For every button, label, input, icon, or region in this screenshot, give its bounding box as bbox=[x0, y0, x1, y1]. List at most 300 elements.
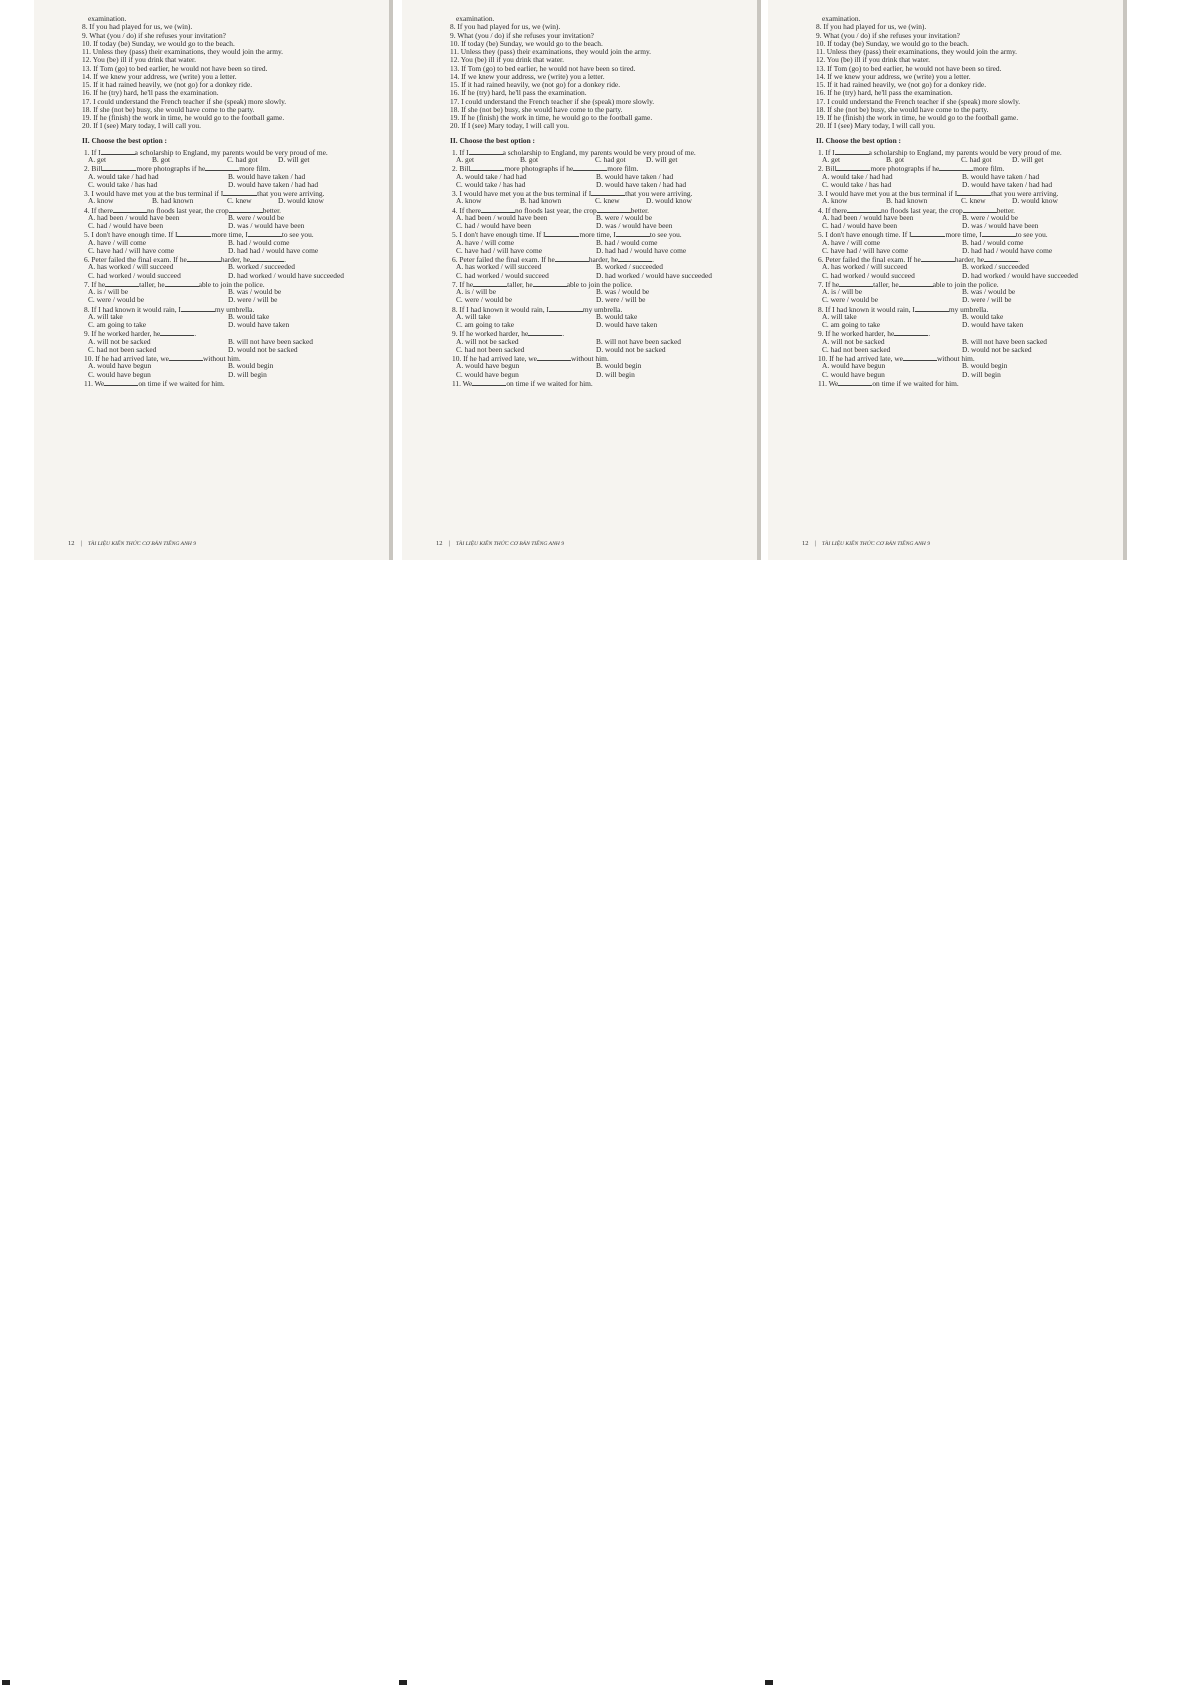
answer-option: C. were / would be bbox=[822, 295, 879, 305]
question-text: 3. I would have met you at the bus terminal if I bbox=[84, 189, 224, 198]
answer-option: B. had / would come bbox=[228, 237, 290, 247]
exercise-sentence: 17. I could understand the French teacher if she (speak) more slowly. bbox=[82, 96, 287, 106]
exercise-sentence: 12. You (be) ill if you drink that water. bbox=[816, 55, 930, 65]
answer-option: D. were / will be bbox=[962, 295, 1012, 305]
question-text: on time if we waited for him. bbox=[872, 378, 959, 388]
answer-blank bbox=[555, 255, 589, 262]
question-text: 9. If he worked harder, he bbox=[452, 329, 529, 339]
question-text: 7. If he bbox=[818, 279, 840, 289]
answer-option: D. was / would have been bbox=[962, 221, 1039, 230]
exercise-sentence: 15. If it had rained heavily, we (not go) for a donkey ride. bbox=[82, 80, 253, 89]
answer-option: A. will not be sacked bbox=[88, 336, 151, 346]
options-row bbox=[816, 181, 1109, 189]
answer-option: B. would have taken / had bbox=[962, 171, 1040, 181]
question-text: 3. I would have met you at the bus terminal if I bbox=[818, 189, 958, 198]
answer-blank bbox=[839, 280, 873, 287]
answer-option: D. will get bbox=[278, 155, 310, 164]
answer-blank bbox=[984, 255, 1018, 262]
answer-option: C. had / would have been bbox=[822, 221, 898, 230]
answer-blank bbox=[836, 164, 870, 171]
answer-blank bbox=[597, 206, 631, 213]
question-text: 1. If I bbox=[84, 147, 101, 157]
question-text: no floods last year, the crop bbox=[880, 205, 963, 215]
answer-option: D. had had / would have come bbox=[962, 245, 1053, 255]
answer-blank bbox=[165, 280, 199, 287]
exercise-sentence: 10. If today (be) Sunday, we would go to the beach. bbox=[816, 38, 969, 48]
exercise-sentence: 15. If it had rained heavily, we (not go) for a donkey ride. bbox=[816, 80, 987, 89]
question-text: more time, I bbox=[945, 230, 982, 240]
answer-blank bbox=[899, 280, 933, 287]
answer-option: A. will take bbox=[456, 311, 491, 321]
answer-option: B. will not have been sacked bbox=[596, 336, 681, 346]
question-text: 9. If he worked harder, he bbox=[818, 329, 895, 339]
document-page bbox=[34, 0, 389, 560]
answer-blank bbox=[472, 379, 506, 386]
question-text: 4. If there bbox=[452, 205, 481, 215]
question-text: a scholarship to England, my parents would be very proud of me. bbox=[868, 147, 1062, 157]
answer-option: D. would have taken / had had bbox=[962, 179, 1053, 189]
answer-option: A. have / will come bbox=[456, 237, 515, 247]
question-text: 3. I would have met you at the bus terminal if I bbox=[452, 189, 592, 198]
answer-blank bbox=[160, 329, 197, 339]
answer-blank bbox=[205, 164, 239, 171]
options-row bbox=[82, 321, 375, 329]
question-text: 8. If I had known it would rain, I bbox=[84, 304, 181, 314]
answer-option: D. would not be sacked bbox=[228, 344, 298, 354]
answer-option: D. will begin bbox=[962, 369, 1001, 379]
answer-option: C. were / would be bbox=[88, 295, 145, 305]
answer-option: D. was / would have been bbox=[596, 221, 673, 230]
page-bottom-mark bbox=[399, 1680, 407, 1685]
options-row bbox=[450, 272, 743, 280]
answer-option: C. would take / has had bbox=[88, 179, 158, 189]
answer-option: D. had worked / would have succeeded bbox=[596, 270, 712, 280]
answer-option: D. had had / would have come bbox=[228, 245, 319, 255]
question-text: 6. Peter failed the final exam. If he bbox=[84, 255, 187, 264]
question-text: no floods last year, the crop bbox=[514, 205, 597, 215]
page-footer bbox=[802, 540, 930, 548]
exercise-sentence: 17. I could understand the French teacher if she (speak) more slowly. bbox=[450, 96, 655, 106]
answer-option: A. know bbox=[88, 196, 114, 206]
answer-blank bbox=[616, 230, 650, 237]
question-text: better. bbox=[630, 205, 650, 215]
answer-blank bbox=[473, 280, 507, 287]
options-row bbox=[450, 346, 743, 354]
answer-option: A. would have begun bbox=[822, 361, 886, 371]
continuation-text: examination. bbox=[822, 14, 861, 23]
options-row bbox=[82, 197, 375, 205]
document-page bbox=[402, 0, 757, 560]
answer-option: C. knew bbox=[227, 196, 252, 206]
question-text: 7. If he bbox=[452, 279, 474, 289]
answer-option: C. would have begun bbox=[88, 369, 151, 379]
answer-option: C. knew bbox=[961, 196, 986, 206]
answer-option: B. were / would be bbox=[962, 212, 1019, 222]
answer-option: C. would have begun bbox=[456, 369, 519, 379]
page-number: 12 bbox=[802, 540, 809, 547]
answer-blank bbox=[618, 255, 652, 262]
footer-title: TÀI LIỆU KIẾN THỨC CƠ BẢN TIẾNG ANH 9 bbox=[821, 541, 931, 547]
question-stem bbox=[816, 379, 1109, 387]
question-text: more photographs if he bbox=[136, 164, 206, 174]
question-text: 10. If he had arrived late, we bbox=[818, 354, 903, 363]
question-text: 6. Peter failed the final exam. If he bbox=[818, 255, 921, 264]
answer-option: B. would have taken / had bbox=[228, 171, 306, 181]
answer-blank bbox=[105, 280, 139, 287]
answer-option: D. would know bbox=[1012, 196, 1058, 206]
answer-option: B. had known bbox=[520, 196, 562, 206]
answer-blank bbox=[963, 206, 997, 213]
question-text: without him. bbox=[936, 354, 975, 363]
footer-title: TÀI LIỆU KIẾN THỨC CƠ BẢN TIẾNG ANH 9 bbox=[87, 541, 197, 547]
question-text: . bbox=[194, 329, 197, 339]
question-text: my umbrella. bbox=[214, 304, 255, 314]
question-text: on time if we waited for him. bbox=[138, 378, 225, 388]
answer-option: D. would have taken bbox=[962, 320, 1024, 329]
question-text: 5. I don't have enough time. If I bbox=[452, 230, 546, 240]
answer-option: D. had worked / would have succeeded bbox=[962, 270, 1078, 280]
question-text: 8. If I had known it would rain, I bbox=[818, 304, 915, 314]
exercise-sentence: 13. If Tom (go) to bed earlier, he would not have been so tired. bbox=[82, 63, 268, 73]
answer-option: D. will begin bbox=[228, 369, 267, 379]
question-text: able to join the police. bbox=[932, 279, 999, 289]
answer-option: A. will take bbox=[88, 311, 123, 321]
answer-option: B. had known bbox=[152, 196, 194, 206]
answer-blank bbox=[101, 148, 135, 155]
question-text: 4. If there bbox=[818, 205, 847, 215]
exercise-sentence: 8. If you had played for us, we (win). bbox=[82, 22, 193, 32]
question-stem bbox=[450, 379, 743, 387]
question-text: more film. bbox=[973, 164, 1005, 174]
answer-option: B. would take bbox=[228, 311, 270, 321]
answer-blank bbox=[911, 230, 945, 237]
answer-blank bbox=[533, 280, 567, 287]
answer-option: B. would begin bbox=[228, 361, 274, 371]
answer-blank bbox=[181, 305, 215, 312]
question-text: that you were arriving. bbox=[257, 189, 325, 198]
exercise-sentence: 14. If we knew your address, we (write) you a letter. bbox=[816, 71, 971, 81]
section-heading: II. Choose the best option : bbox=[450, 135, 535, 145]
answer-option: B. worked / succeeded bbox=[962, 262, 1029, 272]
answer-blank bbox=[528, 329, 565, 339]
question-text: 11. We bbox=[452, 378, 473, 388]
options-row bbox=[450, 321, 743, 329]
answer-option: B. worked / succeeded bbox=[596, 262, 663, 272]
exercise-sentence: 15. If it had rained heavily, we (not go) for a donkey ride. bbox=[450, 80, 621, 89]
answer-option: B. were / would be bbox=[228, 212, 285, 222]
answer-option: C. am going to take bbox=[88, 320, 147, 329]
question-stem bbox=[82, 379, 375, 387]
answer-blank bbox=[545, 230, 579, 237]
question-text: harder, he bbox=[588, 255, 619, 264]
answer-blank bbox=[915, 305, 949, 312]
answer-option: A. have / will come bbox=[822, 237, 881, 247]
question-text: that you were arriving. bbox=[625, 189, 693, 198]
options-row bbox=[816, 272, 1109, 280]
answer-option: A. get bbox=[88, 155, 107, 164]
exercise-sentence: 20. If I (see) Mary today, I will call you. bbox=[816, 121, 935, 131]
exercise-sentence: 16. If he (try) hard, he'll pass the examination. bbox=[816, 88, 953, 98]
answer-option: B. would take bbox=[962, 311, 1004, 321]
answer-blank bbox=[104, 379, 138, 386]
question-text: a scholarship to England, my parents would be very proud of me. bbox=[134, 147, 328, 157]
answer-blank bbox=[982, 230, 1016, 237]
page-footer bbox=[436, 540, 564, 548]
answer-option: C. would have begun bbox=[822, 369, 885, 379]
answer-blank bbox=[250, 255, 284, 262]
question-text: 10. If he had arrived late, we bbox=[84, 354, 169, 363]
answer-blank bbox=[957, 189, 991, 196]
options-row bbox=[816, 321, 1109, 329]
answer-option: D. would have taken / had had bbox=[228, 179, 319, 189]
answer-option: B. got bbox=[886, 155, 905, 164]
exercise-sentence: 18. If she (not be) busy, she would have come to the party. bbox=[450, 104, 623, 114]
question-text: to see you. bbox=[281, 230, 314, 240]
question-text: without him. bbox=[202, 354, 241, 363]
question-text: 2. Bill bbox=[84, 164, 103, 174]
answer-option: C. were / would be bbox=[456, 295, 513, 305]
question-text: able to join the police. bbox=[566, 279, 633, 289]
answer-option: B. had / would come bbox=[962, 237, 1024, 247]
answer-option: D. will get bbox=[1012, 155, 1044, 164]
question-text: harder, he bbox=[220, 255, 251, 264]
question-text: 11. We bbox=[84, 378, 105, 388]
question-text: 11. We bbox=[818, 378, 839, 388]
options-row bbox=[816, 156, 1109, 164]
answer-blank bbox=[549, 305, 583, 312]
options-row bbox=[82, 181, 375, 189]
question-text: 7. If he bbox=[84, 279, 106, 289]
answer-blank bbox=[939, 164, 973, 171]
answer-option: A. would take / had had bbox=[456, 171, 527, 181]
answer-option: B. was / would be bbox=[962, 287, 1016, 296]
question-text: more film. bbox=[239, 164, 271, 174]
answer-blank bbox=[223, 189, 257, 196]
question-text: a scholarship to England, my parents would be very proud of me. bbox=[502, 147, 696, 157]
footer-separator: | bbox=[814, 540, 816, 547]
answer-option: A. is / will be bbox=[456, 287, 497, 296]
answer-blank bbox=[169, 354, 203, 361]
question-text: 1. If I bbox=[452, 147, 469, 157]
answer-option: C. had worked / would succeed bbox=[456, 270, 549, 280]
answer-blank bbox=[835, 148, 869, 155]
options-row bbox=[816, 197, 1109, 205]
question-text: without him. bbox=[570, 354, 609, 363]
footer-separator: | bbox=[80, 540, 82, 547]
options-row bbox=[450, 197, 743, 205]
answer-option: C. would take / has had bbox=[822, 179, 892, 189]
answer-option: C. had not been sacked bbox=[88, 344, 157, 354]
answer-option: A. has worked / will succeed bbox=[88, 262, 174, 272]
exercise-sentence: 13. If Tom (go) to bed earlier, he would not have been so tired. bbox=[816, 63, 1002, 73]
answer-option: C. knew bbox=[595, 196, 620, 206]
exercise-sentence: 13. If Tom (go) to bed earlier, he would not have been so tired. bbox=[450, 63, 636, 73]
answer-option: B. worked / succeeded bbox=[228, 262, 295, 272]
answer-option: C. had got bbox=[961, 155, 992, 164]
exercise-sentence: 12. You (be) ill if you drink that water. bbox=[450, 55, 564, 65]
exercise-sentence: 9. What (you / do) if she refuses your invitation? bbox=[816, 30, 960, 40]
answer-option: D. would know bbox=[646, 196, 692, 206]
document-page bbox=[768, 0, 1123, 560]
options-row bbox=[450, 181, 743, 189]
answer-option: B. got bbox=[520, 155, 539, 164]
answer-option: A. will take bbox=[822, 311, 857, 321]
question-text: harder, he bbox=[954, 255, 985, 264]
answer-option: C. am going to take bbox=[822, 320, 881, 329]
exercise-sentence: 20. If I (see) Mary today, I will call you. bbox=[82, 121, 201, 131]
answer-option: A. is / will be bbox=[88, 287, 129, 296]
exercise-sentence: 17. I could understand the French teacher if she (speak) more slowly. bbox=[816, 96, 1021, 106]
options-row bbox=[82, 247, 375, 255]
page-footer bbox=[68, 540, 196, 548]
continuation-text: examination. bbox=[88, 14, 127, 23]
answer-option: C. had not been sacked bbox=[822, 344, 891, 354]
answer-option: A. would take / had had bbox=[822, 171, 893, 181]
answer-option: C. would take / has had bbox=[456, 179, 526, 189]
question-text: 2. Bill bbox=[818, 164, 837, 174]
answer-option: B. were / would be bbox=[596, 212, 653, 222]
answer-option: B. was / would be bbox=[596, 287, 650, 296]
exercise-sentence: 11. Unless they (pass) their examinations, they would join the army. bbox=[82, 47, 284, 56]
options-row bbox=[816, 247, 1109, 255]
answer-blank bbox=[591, 189, 625, 196]
answer-blank bbox=[469, 148, 503, 155]
answer-option: C. have had / will have come bbox=[456, 245, 542, 255]
question-text: that you were arriving. bbox=[991, 189, 1059, 198]
answer-blank bbox=[113, 206, 147, 213]
question-text: 6. Peter failed the final exam. If he bbox=[452, 255, 555, 264]
answer-option: B. got bbox=[152, 155, 171, 164]
continuation-text: examination. bbox=[456, 14, 495, 23]
page-bottom-mark bbox=[765, 1680, 773, 1685]
exercise-sentence: 11. Unless they (pass) their examinations, they would join the army. bbox=[450, 47, 652, 56]
answer-option: D. would know bbox=[278, 196, 324, 206]
question-text: better. bbox=[996, 205, 1016, 215]
answer-option: A. get bbox=[456, 155, 475, 164]
options-row bbox=[82, 371, 375, 379]
question-text: able to join the police. bbox=[198, 279, 265, 289]
answer-option: D. had worked / would have succeeded bbox=[228, 270, 344, 280]
question-text: 10. If he had arrived late, we bbox=[452, 354, 537, 363]
answer-option: C. have had / will have come bbox=[822, 245, 908, 255]
question-text: taller, he bbox=[139, 279, 165, 289]
footer-title: TÀI LIỆU KIẾN THỨC CƠ BẢN TIẾNG ANH 9 bbox=[455, 541, 565, 547]
answer-option: D. will get bbox=[646, 155, 678, 164]
answer-option: C. had / would have been bbox=[88, 221, 164, 230]
answer-option: B. would take bbox=[596, 311, 638, 321]
answer-option: A. get bbox=[822, 155, 841, 164]
exercise-sentence: 12. You (be) ill if you drink that water. bbox=[82, 55, 196, 65]
answer-option: A. had been / would have been bbox=[88, 212, 180, 222]
exercise-sentence: 18. If she (not be) busy, she would have come to the party. bbox=[82, 104, 255, 114]
answer-option: A. know bbox=[822, 196, 848, 206]
options-row bbox=[82, 222, 375, 230]
answer-blank bbox=[838, 379, 872, 386]
answer-option: C. had / would have been bbox=[456, 221, 532, 230]
question-text: 9. If he worked harder, he bbox=[84, 329, 161, 339]
question-text: more photographs if he bbox=[870, 164, 940, 174]
exercise-sentence: 16. If he (try) hard, he'll pass the examination. bbox=[82, 88, 219, 98]
answer-option: A. will not be sacked bbox=[822, 336, 885, 346]
answer-option: A. has worked / will succeed bbox=[456, 262, 542, 272]
question-text: 5. I don't have enough time. If I bbox=[84, 230, 178, 240]
answer-option: C. had worked / would succeed bbox=[88, 270, 181, 280]
exercise-sentence: 9. What (you / do) if she refuses your invitation? bbox=[82, 30, 226, 40]
question-text: more film. bbox=[607, 164, 639, 174]
question-text: on time if we waited for him. bbox=[506, 378, 593, 388]
exercise-sentence: 11. Unless they (pass) their examinations, they would join the army. bbox=[816, 47, 1018, 56]
question-text: 1. If I bbox=[818, 147, 835, 157]
answer-option: B. will not have been sacked bbox=[962, 336, 1047, 346]
question-text: my umbrella. bbox=[582, 304, 623, 314]
answer-option: D. will begin bbox=[596, 369, 635, 379]
question-text: 5. I don't have enough time. If I bbox=[818, 230, 912, 240]
answer-option: D. would have taken bbox=[596, 320, 658, 329]
answer-option: D. were / will be bbox=[228, 295, 278, 305]
question-text: more photographs if he bbox=[504, 164, 574, 174]
answer-option: C. had got bbox=[227, 155, 258, 164]
question-text: 2. Bill bbox=[452, 164, 471, 174]
page-edge bbox=[389, 0, 393, 560]
answer-option: A. had been / would have been bbox=[456, 212, 548, 222]
question-text: my umbrella. bbox=[948, 304, 989, 314]
question-text: better. bbox=[262, 205, 282, 215]
question-text: more time, I bbox=[211, 230, 248, 240]
answer-option: C. am going to take bbox=[456, 320, 515, 329]
options-row bbox=[816, 346, 1109, 354]
question-text: . bbox=[1018, 255, 1020, 264]
answer-option: D. had had / would have come bbox=[596, 245, 687, 255]
answer-option: C. had got bbox=[595, 155, 626, 164]
answer-option: A. have / will come bbox=[88, 237, 147, 247]
answer-option: A. will not be sacked bbox=[456, 336, 519, 346]
question-text: 8. If I had known it would rain, I bbox=[452, 304, 549, 314]
answer-blank bbox=[921, 255, 955, 262]
answer-option: B. had known bbox=[886, 196, 928, 206]
options-row bbox=[816, 222, 1109, 230]
answer-option: D. was / would have been bbox=[228, 221, 305, 230]
options-row bbox=[82, 346, 375, 354]
exercise-sentence: 10. If today (be) Sunday, we would go to the beach. bbox=[450, 38, 603, 48]
section-heading: II. Choose the best option : bbox=[816, 135, 901, 145]
answer-option: D. would have taken / had had bbox=[596, 179, 687, 189]
answer-option: A. has worked / will succeed bbox=[822, 262, 908, 272]
exercise-sentence: 10. If today (be) Sunday, we would go to the beach. bbox=[82, 38, 235, 48]
answer-option: B. would have taken / had bbox=[596, 171, 674, 181]
question-text: 4. If there bbox=[84, 205, 113, 215]
options-row bbox=[450, 156, 743, 164]
answer-blank bbox=[537, 354, 571, 361]
options-row bbox=[450, 222, 743, 230]
answer-option: B. had / would come bbox=[596, 237, 658, 247]
exercise-sentence: 19. If he (finish) the work in time, he would go to the football game. bbox=[816, 113, 1019, 122]
answer-blank bbox=[248, 230, 282, 237]
exercise-sentence: 19. If he (finish) the work in time, he would go to the football game. bbox=[82, 113, 285, 122]
answer-blank bbox=[470, 164, 504, 171]
question-text: . bbox=[562, 329, 565, 339]
page-number: 12 bbox=[68, 540, 75, 547]
exercise-sentence: 18. If she (not be) busy, she would have come to the party. bbox=[816, 104, 989, 114]
answer-option: C. have had / will have come bbox=[88, 245, 174, 255]
exercise-sentence: 14. If we knew your address, we (write) you a letter. bbox=[82, 71, 237, 81]
answer-option: B. would begin bbox=[962, 361, 1008, 371]
question-text: no floods last year, the crop bbox=[146, 205, 229, 215]
answer-blank bbox=[481, 206, 515, 213]
answer-option: A. had been / would have been bbox=[822, 212, 914, 222]
footer-separator: | bbox=[448, 540, 450, 547]
answer-option: C. had not been sacked bbox=[456, 344, 525, 354]
options-row bbox=[816, 371, 1109, 379]
